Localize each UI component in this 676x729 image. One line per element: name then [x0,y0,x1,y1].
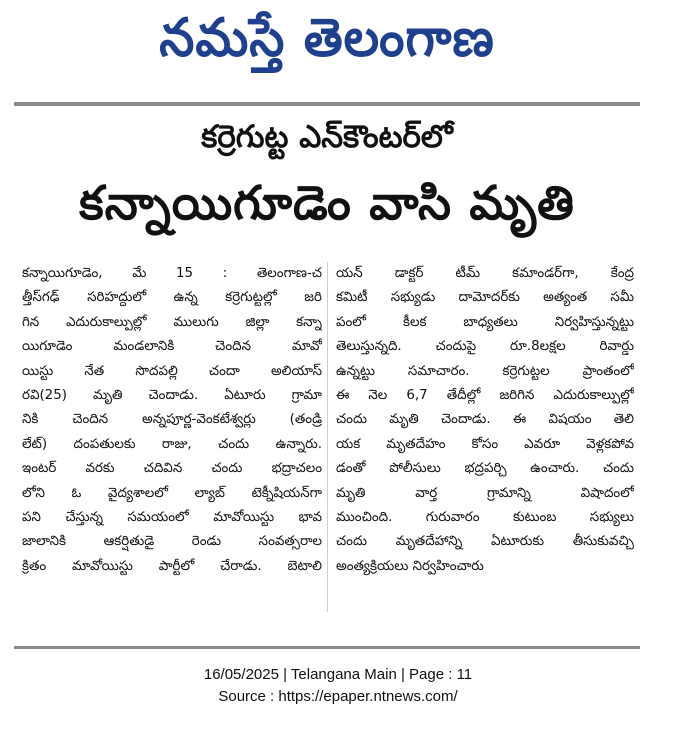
article-line: జాలానికి ఆకర్షితుడై రెండు సంవత్సరాల [22,534,322,550]
headline [14,170,640,248]
article-line: మృతి వార్త గ్రామాన్ని విషాదంలో [336,485,634,501]
article-line: ఉన్నట్టు సమాచారం. కర్రెగుట్టల ప్రాంతంలో [336,363,634,379]
article-column-left [22,262,322,622]
article-line: చందు మృతి చెందాడు. ఈ విషయం తెలి [336,412,634,428]
article-line: లేట్) దంపతులకు రాజు, చందు ఉన్నారు. [22,436,322,452]
article-line: పంలో కీలక బాధ్యతలు నిర్వహిస్తున్నట్టు [336,314,634,330]
masthead-logo: నమస్తే తెలంగాణ [159,6,495,68]
article-column-right [336,262,634,622]
article-line: యన్ డాక్టర్ టీమ్ కమాండర్‌గా, కేంద్ర [336,266,634,281]
footer-publication-info: 16/05/2025 | Telangana Main | Page : 11 [203,666,473,683]
article-line: త్తీస్‌గఢ్ సరిహద్దులో ఉన్న కర్రెగుట్టల్లో జరి [22,290,322,306]
footer-source-link[interactable]: Source : https://epaper.ntnews.com/ [218,688,458,705]
article-line: యిస్టు నేత సొదపల్లి చందా అలియాస్ [22,363,322,379]
article-line: అంత్యక్రియలు నిర్వహించారు [336,558,484,574]
article-line: కన్నాయిగూడెం, మే 15 : తెలంగాణ-చ [22,266,322,281]
article-line: యిగూడెం మండలానికి చెందిన మావో [22,339,322,355]
article-line: కమిటీ సభ్యుడు దామోదర్‌కు అత్యంత సమీ [336,290,634,306]
article-line: పని చేస్తున్న సమయంలో మావోయిస్టు భావ [22,510,322,526]
kicker [14,114,640,166]
article-line: రవి(25) మృతి చెందాడు. ఏటూరు గ్రామా [22,388,322,404]
article-line: తెలుస్తున్నది. చందుపై రూ.8లక్షల రివార్డు [336,339,634,355]
article-line: ఈ నెల 6,7 తేదీల్లో జరిగిన ఎదురుకాల్పుల్లో [336,388,634,404]
headline-text: కన్నాయిగూడెం వాసి మృతి [79,176,575,231]
article-line: డంతో పోలీసులు భద్రపర్చి ఉంచారు. చందు [336,461,634,477]
column-divider [327,262,328,612]
article-line: గిన ఎదురుకాల్పుల్లో ములుగు జిల్లా కన్నా [22,314,322,330]
article-line: ఇంటర్ వరకు చదివిన చందు భద్రాచలం [22,461,322,477]
article-line: లోని ఓ వైద్యశాలలో ల్యాబ్ టెక్నీషియన్‌గా [22,485,322,501]
kicker-text: కర్రెగుట్ట ఎన్‌కౌంటర్‌లో [201,118,453,155]
article-line: క్రితం మావోయిస్టు పార్టీలో చేరాడు. బెటాలి [22,558,322,574]
article-line: ముంచింది. గురువారం కుటుంబ సభ్యులు [336,510,634,526]
article-line: నికి చెందిన అన్నపూర్ణ-వెంకటేశ్వర్లు (తండ్రి [22,412,322,428]
article-line: యక మృతదేహం కోసం ఎవరూ వెళ్లకపోవ [336,436,634,452]
masthead-divider [14,102,640,106]
article-line: చందు మృతదేహాన్ని ఏటూరుకు తీసుకువచ్చి [336,534,634,550]
newspaper-clipping [14,0,640,640]
masthead [14,4,640,84]
footer-divider [14,646,640,649]
